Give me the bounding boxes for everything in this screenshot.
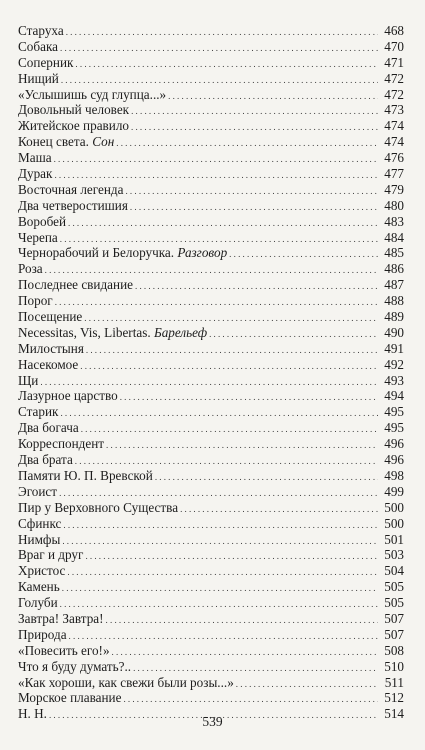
toc-entry-title [18,516,63,532]
toc-entry [18,293,404,309]
dot-leader [135,279,378,295]
toc-entry-title-text: Соперник [18,54,74,70]
dot-leader [116,136,378,152]
toc-entry-title [18,214,68,230]
toc-entry-title [18,436,106,452]
toc-entry-title [18,341,86,357]
toc-entry-title [18,182,125,198]
dot-leader [168,89,378,105]
toc-entry-title [18,134,116,150]
toc-entry-title [18,452,75,468]
toc-entry-page: 488 [384,293,404,309]
toc-entry-title-text: Два брата [18,452,73,468]
toc-entry-title-text: Порог [18,293,53,309]
toc-entry-title-text: «Услышишь суд глупца...» [18,86,167,102]
toc-entry-subtitle: Разговор [177,245,228,261]
toc-entry-title [18,23,66,39]
toc-entry [18,182,404,198]
toc-entry-title-text: Морское плавание [18,690,122,706]
toc-entry-title-text: Довольный человек [18,102,130,118]
dot-leader [55,295,378,311]
toc-entry-page: 491 [384,340,404,356]
dot-leader [67,565,378,581]
toc-entry-title [18,404,60,420]
toc-entry-title [18,150,54,166]
dot-leader [86,343,378,359]
dot-leader [60,597,378,613]
toc-entry [18,659,404,675]
dot-leader [60,41,378,57]
toc-entry [18,595,404,611]
toc-entry [18,436,404,452]
toc-entry-title-text: Черепа [18,229,58,245]
toc-entry-page: 479 [384,181,404,197]
dot-leader [81,422,378,438]
toc-entry [18,261,404,277]
dot-leader [63,518,378,534]
toc-entry-page: 470 [384,38,404,54]
toc-entry-title [18,690,123,706]
toc-entry-page: 495 [384,404,404,420]
toc-entry-page: 512 [384,690,404,706]
toc-entry-page: 511 [384,674,404,690]
dot-leader [69,629,378,645]
toc-entry-subtitle: Сон [92,134,115,150]
toc-entry [18,71,404,87]
toc-entry [18,277,404,293]
toc-entry-title-text: Воробей [18,213,67,229]
toc-entry-title-text: «Повесить его!» [18,642,110,658]
toc-entry [18,198,404,214]
toc-entry [18,627,404,643]
toc-entry-page: 498 [384,467,404,483]
toc-entry-page: 503 [384,547,404,563]
toc-entry-title [18,579,62,595]
toc-entry-page: 486 [384,261,404,277]
toc-entry-title-text: Сфинкс [18,515,62,531]
toc-entry [18,547,404,563]
toc-entry [18,150,404,166]
toc-entry [18,579,404,595]
toc-entry-page: 480 [384,197,404,213]
toc-entry-page: 496 [384,452,404,468]
toc-entry-page: 500 [384,499,404,515]
toc-entry-page: 505 [384,579,404,595]
toc-entry [18,166,404,182]
toc-entry-title [18,293,55,309]
toc-entry-title-text: Природа [18,626,67,642]
toc-entry-title-text: Нищий [18,70,59,86]
toc-entry-page: 489 [384,309,404,325]
toc-entry-title-text: Чернорабочий и Белоручка. [18,245,175,261]
toc-entry-title-text: Насекомое [18,356,79,372]
toc-entry-page: 471 [384,54,404,70]
toc-entry-title-text: Христос [18,563,66,579]
toc-entry-title-text: Маша [18,150,52,166]
toc-entry-title [18,563,67,579]
dot-leader [180,502,378,518]
toc-entry [18,39,404,55]
toc-entry [18,325,404,341]
toc-entry-title-text: Последнее свидание [18,277,133,293]
toc-entry [18,675,404,691]
toc-entry-title [18,357,80,373]
toc-entry [18,690,404,706]
toc-entry [18,118,404,134]
toc-entry-title-text: Милостыня [18,340,84,356]
toc-entry-title [18,245,229,261]
toc-entry-page: 499 [384,483,404,499]
toc-entry-title [18,230,60,246]
toc-entry-title-text: Голуби [18,595,58,611]
dot-leader [60,406,378,422]
toc-entry-page: 507 [384,610,404,626]
toc-entry-page: 484 [384,229,404,245]
toc-entry [18,373,404,389]
toc-entry [18,87,404,103]
toc-entry-title [18,71,61,87]
toc-entry-title [18,102,131,118]
toc-entry [18,500,404,516]
toc-entry [18,309,404,325]
toc-entry [18,388,404,404]
toc-entry-title-text: Конец света. [18,134,89,150]
toc-entry-title [18,675,236,691]
toc-entry-title-text: Враг и друг [18,547,84,563]
toc-entry-title-text: Necessitas, Vis, Libertas. [18,324,151,340]
toc-entry-title-text: Житейское правило [18,118,130,134]
toc-entry [18,452,404,468]
toc-entry-title [18,277,135,293]
toc-entry [18,484,404,500]
dot-leader [106,613,378,629]
toc-entry-page: 510 [384,658,404,674]
dot-leader [54,152,378,168]
toc-entry-title [18,261,45,277]
dot-leader [209,327,378,343]
toc-entry [18,55,404,71]
toc-entry-title-text: Корреспондент [18,436,105,452]
toc-entry-title [18,55,75,71]
toc-entry-page: 473 [384,102,404,118]
dot-leader [66,25,378,41]
dot-leader [112,645,378,661]
dot-leader [80,359,378,375]
toc-entry [18,357,404,373]
toc-entry-page: 493 [384,372,404,388]
toc-entry [18,611,404,627]
toc-entry-title [18,39,60,55]
toc-entry-title-text: Нимфы [18,531,61,547]
toc-entry-title-text: Лазурное царство [18,388,118,404]
toc-entry-page: 495 [384,420,404,436]
toc-entry-title-text: Н. Н. [18,706,47,722]
toc-entry-title [18,484,59,500]
toc-entry-title-text: Старик [18,404,59,420]
toc-entry-title-text: Что я буду думать?.. [18,658,132,674]
toc-entry-title [18,627,69,643]
toc-entry-title-text: Восточная легенда [18,181,124,197]
dot-leader [125,184,378,200]
toc-entry-title-text: «Как хороши, как свежи были розы...» [18,674,234,690]
dot-leader [130,200,378,216]
toc-entry-subtitle: Барельеф [153,324,208,340]
toc-entry-page: 474 [384,134,404,150]
toc-entry-title [18,118,131,134]
toc-entry-title [18,547,85,563]
toc-entry-title [18,388,120,404]
toc-entry-page: 485 [384,245,404,261]
dot-leader [62,581,378,597]
toc-entry-title [18,611,106,627]
toc-entry-title [18,166,54,182]
toc-entry-title [18,325,209,341]
toc-entry-title [18,87,168,103]
toc-entry [18,643,404,659]
toc-entry [18,102,404,118]
toc-entry [18,420,404,436]
dot-leader [229,247,378,263]
page-number: 539 [202,714,223,729]
toc-entry-page: 474 [384,118,404,134]
toc-entry-title [18,500,180,516]
toc-entry-page: 504 [384,563,404,579]
dot-leader [155,470,378,486]
toc-entry [18,563,404,579]
toc-entry-title-text: Щи [18,372,39,388]
toc-entry-page: 501 [384,531,404,547]
toc-entry-title [18,468,155,484]
toc-entry-page: 514 [384,706,404,722]
toc-entry-title [18,532,62,548]
toc-entry-title-text: Два четверостишия [18,197,128,213]
toc-entry-title [18,420,81,436]
dot-leader [131,104,378,120]
toc-entry-page: 468 [384,23,404,38]
toc-entry-title-text: Завтра! Завтра! [18,610,104,626]
toc-entry [18,214,404,230]
toc-entry-page: 490 [384,324,404,340]
dot-leader [85,549,378,565]
toc-entry-title-text: Дурак [18,166,53,182]
toc-entry-page: 494 [384,388,404,404]
toc-entry-page: 496 [384,436,404,452]
toc-entry-title-text: Посещение [18,309,83,325]
dot-leader [120,390,378,406]
toc-entry [18,532,404,548]
toc-entry [18,23,404,39]
dot-leader [131,120,378,136]
dot-leader [75,57,378,73]
toc-entry-page: 492 [384,356,404,372]
toc-entry [18,134,404,150]
toc-entry-title [18,595,60,611]
toc-entry-page: 476 [384,150,404,166]
toc-entry-title [18,643,112,659]
toc-entry-title-text: Эгоист [18,483,58,499]
toc-entry [18,245,404,261]
toc-entry-page: 487 [384,277,404,293]
toc-entry-title-text: Собака [18,38,59,54]
toc-entry-title [18,309,84,325]
toc-entry-title [18,373,40,389]
dot-leader [236,677,378,693]
toc-entry-page: 472 [384,86,404,102]
toc-entry [18,341,404,357]
toc-entry-title-text: Роза [18,261,43,277]
toc-entry [18,230,404,246]
dot-leader [62,534,378,550]
toc-entry-page: 505 [384,595,404,611]
toc-entry-page: 500 [384,515,404,531]
toc-entry-page: 508 [384,642,404,658]
toc-entry [18,404,404,420]
toc-entry-title-text: Старуха [18,23,64,38]
toc-entry-page: 507 [384,626,404,642]
dot-leader [123,692,378,708]
toc-entry-page: 483 [384,213,404,229]
dot-leader [106,438,378,454]
toc-entry-title [18,659,133,675]
toc-entry-page: 472 [384,70,404,86]
toc-entry-title-text: Пир у Верховного Существа [18,499,179,515]
toc-entry [18,468,404,484]
toc-entry-title [18,198,130,214]
toc-entry-title-text: Памяти Ю. П. Вревской [18,467,153,483]
dot-leader [68,216,378,232]
toc-entry [18,516,404,532]
toc-entry-page: 477 [384,166,404,182]
table-of-contents [18,23,404,722]
toc-entry-title-text: Камень [18,579,60,595]
toc-entry-title-text: Два богача [18,420,79,436]
